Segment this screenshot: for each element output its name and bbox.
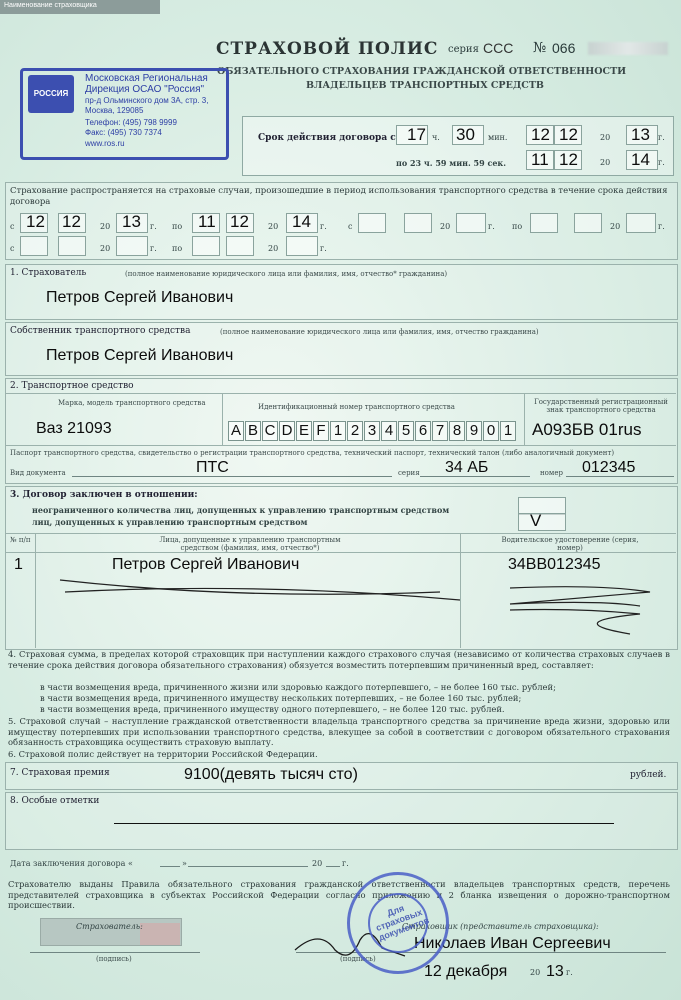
vehicle-model: Ваз 21093: [36, 420, 112, 437]
owner-hint: (полное наименование юридического лица или фамилия, имя, отчество гражданина): [220, 328, 539, 336]
vehicle-series-label: серия: [398, 469, 420, 477]
policy-subtitle-1: ОБЯЗАТЕЛЬНОГО СТРАХОВАНИЯ ГРАЖДАНСКОЙ ОТВЕТСТВЕННОСТИ: [217, 66, 627, 77]
insurer-name-tab: [0, 0, 160, 14]
stamp-line-2: Дирекция ОСАО "Россия": [85, 84, 205, 95]
vin-char: C: [262, 421, 278, 441]
insurer-stamp: [20, 68, 229, 160]
premium-unit: рублей.: [630, 770, 667, 780]
coverage-p2-to-yp: 20: [610, 222, 621, 231]
coverage-p3-to-year-cell: [286, 236, 318, 256]
rep-label: Страховщик (представитель страховщика):: [402, 922, 599, 931]
sign-date-mid: »: [182, 859, 187, 868]
sign-date-year-line: [326, 866, 340, 867]
coverage-p2-to-year-cell: [626, 213, 656, 233]
terms-p4: 4. Страховая сумма, в пределах которой страховщик при наступлении каждого страхового случая (независимо от количества страховых случаев в течение срока действия договора обязательного страхования) обязуется возместить потерпевшим причиненный вред, составляет:: [8, 649, 670, 670]
vehicle-series: 34 АБ: [445, 459, 489, 476]
coverage-p2-from-y: г.: [488, 222, 495, 231]
validity-to-y-label: г.: [658, 158, 665, 167]
coverage-p3-to-month-cell: [226, 236, 254, 256]
sign-year-prefix: 20: [530, 968, 541, 977]
terms-p5: 5. Страховой случай – наступление гражданской ответственности владельца транспортного средства за причинение вреда жизни, здоровью или имуществу потерпевших при использовании транспортного средства, влекущее за собой в соответствии с договором обязательного страхования обязанность страховщика осуществить страховую выплату.: [8, 716, 670, 747]
series-value: ССС: [483, 40, 514, 56]
insurer-round-stamp: [347, 872, 449, 974]
stamp-line-7: www.ros.ru: [85, 139, 125, 148]
rep-name: Николаев Иван Сергеевич: [414, 935, 611, 952]
vin-char: 2: [347, 421, 363, 441]
coverage-from-month: 12: [62, 212, 81, 231]
insured-sign-label: Страхователь:: [76, 922, 143, 931]
sign-y: г.: [566, 968, 573, 977]
coverage-to-y: г.: [320, 222, 327, 231]
stamp-line-3: пр-д Ольминского дом 3А, стр. 3,: [85, 96, 209, 105]
vin-char: D: [279, 421, 295, 441]
coverage-p3-from-y: г.: [150, 244, 157, 253]
vehicle-divider: [5, 393, 676, 394]
validity-day: 12: [531, 125, 550, 144]
vin-char: 1: [330, 421, 346, 441]
validity-to-month: 12: [559, 150, 578, 169]
contract-row1-no: 1: [14, 556, 23, 573]
stamp-line-4: Москва, 129085: [85, 106, 144, 115]
coverage-p3-to-label: по: [172, 244, 183, 253]
validity-to-day: 11: [531, 150, 549, 169]
coverage-p3-from-label: с: [10, 244, 15, 253]
insurer-name-label: Наименование страховщика: [4, 2, 97, 9]
contract-col-person: Лица, допущенные к управлению транспортным средством (фамилия, имя, отчество*): [159, 536, 341, 552]
vin-char: 0: [483, 421, 499, 441]
coverage-to-year: 14: [292, 212, 311, 231]
coverage-p3-from-day-cell: [20, 236, 48, 256]
coverage-p3-from-yp: 20: [100, 244, 111, 253]
insured-signature-hint: (подпись): [96, 955, 132, 963]
premium-value: 9100(девять тысяч сто): [184, 766, 358, 783]
contract-row1-license: 34ВВ012345: [508, 556, 601, 573]
vin-char: E: [296, 421, 312, 441]
vin-char: 6: [415, 421, 431, 441]
contract-opt1: неограниченного количества лиц, допущенных к управлению транспортным средством: [32, 505, 450, 515]
vehicle-col-divider-2: [524, 393, 525, 445]
validity-minute: 30: [456, 125, 475, 144]
sign-date-label: Дата заключения договора «: [10, 859, 133, 868]
vehicle-label: 2. Транспортное средство: [10, 381, 134, 391]
contract-col-no: № п/п: [10, 536, 31, 544]
premium-label: 7. Страховая премия: [10, 768, 110, 778]
coverage-p2-to-month-cell: [574, 213, 602, 233]
contract-opt2-checkbox: [518, 513, 566, 531]
coverage-p2-from-day-cell: [358, 213, 386, 233]
vin-char: 8: [449, 421, 465, 441]
coverage-to-label: по: [172, 222, 183, 231]
vehicle-col-divider-1: [222, 393, 223, 445]
vin-char: 5: [398, 421, 414, 441]
series-label: серия: [448, 44, 479, 55]
coverage-from-y: г.: [150, 222, 157, 231]
sign-date-suffix: 20: [312, 859, 323, 868]
terms-p4c: в части возмещения вреда, причиненного имуществу одного потерпевшего, – не более 120 тыс. рублей.: [40, 704, 505, 714]
terms-p4b: в части возмещения вреда, причиненного имуществу нескольких потерпевших, – не более 160 тыс. рублей;: [40, 693, 522, 703]
vehicle-doc-type-label: Вид документа: [10, 469, 66, 477]
notes-section: [5, 792, 678, 850]
rossiya-logo: РОССИЯ: [28, 75, 74, 113]
sign-date-y: г.: [342, 859, 349, 868]
coverage-p3-to-yp: 20: [268, 244, 279, 253]
validity-y-label: г.: [658, 133, 665, 142]
vehicle-doc-type-line: [72, 476, 392, 477]
coverage-p2-from-yp: 20: [440, 222, 451, 231]
vehicle-doc-type: ПТС: [196, 459, 229, 476]
contract-table-top: [5, 533, 676, 534]
coverage-p3-from-month-cell: [58, 236, 86, 256]
stamp-line-5: Телефон: (495) 798 9999: [85, 118, 177, 127]
contract-opt2-mark: V: [530, 511, 542, 530]
coverage-from-year: 13: [122, 212, 141, 231]
rep-signature-hint: (подпись): [340, 955, 376, 963]
terms-p6: 6. Страховой полис действует на территории Российской Федерации.: [8, 749, 318, 759]
round-stamp-text: Для страховых документов: [374, 902, 431, 943]
insured-sign-line: [30, 952, 200, 953]
owner-value: Петров Сергей Иванович: [46, 347, 234, 364]
validity-to-year: 14: [631, 150, 650, 169]
insured-hint: (полное наименование юридического лица или фамилия, имя, отчество* гражданина): [125, 270, 448, 278]
coverage-text: Страхование распространяется на страховые случаи, произошедшие в период использования транспортного средства в течение срока действия договора: [10, 186, 668, 207]
coverage-to-yp: 20: [268, 222, 279, 231]
validity-month: 12: [559, 125, 578, 144]
strikeout-scribble: [40, 570, 670, 650]
validity-from-label: Срок действия договора с: [258, 133, 396, 143]
validity-hour: 17: [407, 125, 426, 144]
vehicle-reg: А093БВ 01rus: [532, 420, 642, 439]
coverage-to-month: 12: [230, 212, 249, 231]
vin-char: 3: [364, 421, 380, 441]
rules-text: Страхователю выданы Правила обязательного страхования гражданской ответственности владельцев транспортных средств, перечень представителей страховщика в субъектах Российской Федерации согласно приложению и 2 бланка извещения о дорожно-транспортном происшествии.: [8, 879, 670, 910]
coverage-from-label: с: [10, 222, 15, 231]
vin-char: 9: [466, 421, 482, 441]
stamp-line-1: Московская Региональная: [85, 73, 208, 84]
vehicle-model-label: Марка, модель транспортного средства: [58, 399, 206, 407]
coverage-p2-to-y: г.: [658, 222, 665, 231]
vin-char: F: [313, 421, 329, 441]
coverage-p3-to-y: г.: [320, 244, 327, 253]
stamp-line-6: Факс: (495) 730 7374: [85, 128, 162, 137]
validity-h-label: ч.: [432, 133, 440, 142]
sign-date-month-line: [188, 866, 308, 867]
coverage-p2-from-year-cell: [456, 213, 486, 233]
validity-to-year-prefix: 20: [600, 158, 611, 167]
vin-char: B: [245, 421, 261, 441]
number-label: №: [533, 40, 547, 56]
contract-row1-person: Петров Сергей Иванович: [112, 556, 300, 573]
owner-label: Собственник транспортного средства: [10, 326, 191, 336]
number-redacted: [588, 42, 668, 55]
insured-value: Петров Сергей Иванович: [46, 289, 234, 306]
validity-year-prefix: 20: [600, 133, 611, 142]
validity-to-label: по 23 ч. 59 мин. 59 сек.: [396, 158, 506, 168]
coverage-p3-to-day-cell: [192, 236, 220, 256]
validity-year: 13: [631, 125, 650, 144]
vin-char: 7: [432, 421, 448, 441]
policy-subtitle-2: ВЛАДЕЛЬЦЕВ ТРАНСПОРТНЫХ СРЕДСТВ: [306, 80, 544, 91]
coverage-to-day: 11: [198, 212, 216, 231]
vehicle-vin-label: Идентификационный номер транспортного средства: [258, 403, 455, 411]
number-value: 066: [552, 40, 576, 56]
vin-char: A: [228, 421, 244, 441]
policy-title: СТРАХОВОЙ ПОЛИС: [216, 39, 439, 59]
notes-handwritten-line: [114, 823, 614, 824]
coverage-p2-from-label: с: [348, 222, 353, 231]
vin-char: 1: [500, 421, 516, 441]
coverage-p2-from-month-cell: [404, 213, 432, 233]
contract-label: 3. Договор заключен в отношении:: [10, 490, 198, 500]
coverage-from-yp: 20: [100, 222, 111, 231]
vehicle-divider-2: [5, 445, 676, 446]
coverage-from-day: 12: [26, 212, 45, 231]
coverage-p3-from-year-cell: [116, 236, 148, 256]
validity-min-label: мин.: [488, 133, 508, 142]
terms-p4a: в части возмещения вреда, причиненного жизни или здоровью каждого потерпевшего, – не более 160 тыс. рублей;: [40, 682, 556, 692]
sign-year: 13: [546, 963, 564, 980]
insured-label: 1. Страхователь: [10, 268, 87, 278]
coverage-p2-to-label: по: [512, 222, 523, 231]
vehicle-passport-label: Паспорт транспортного средства, свидетельство о регистрации транспортного средства, технический паспорт, технический талон (либо аналогичный документ): [10, 449, 615, 457]
vehicle-number: 012345: [582, 459, 636, 476]
vehicle-number-label: номер: [540, 469, 563, 477]
contract-col-license: Водительское удостоверение (серия, номер): [501, 536, 639, 552]
contract-opt2: лиц, допущенных к управлению транспортным средством: [32, 517, 308, 527]
sign-date-day-line: [160, 866, 180, 867]
vehicle-reg-label: Государственный регистрационный знак транспортного средства: [534, 398, 668, 414]
notes-label: 8. Особые отметки: [10, 796, 100, 806]
contract-table-header-bottom: [5, 552, 676, 553]
insured-sign-redacted: [140, 923, 180, 945]
contract-col-divider-1: [35, 533, 36, 648]
sign-date: 12 декабря: [424, 963, 508, 980]
vin-char: 4: [381, 421, 397, 441]
coverage-p2-to-day-cell: [530, 213, 558, 233]
